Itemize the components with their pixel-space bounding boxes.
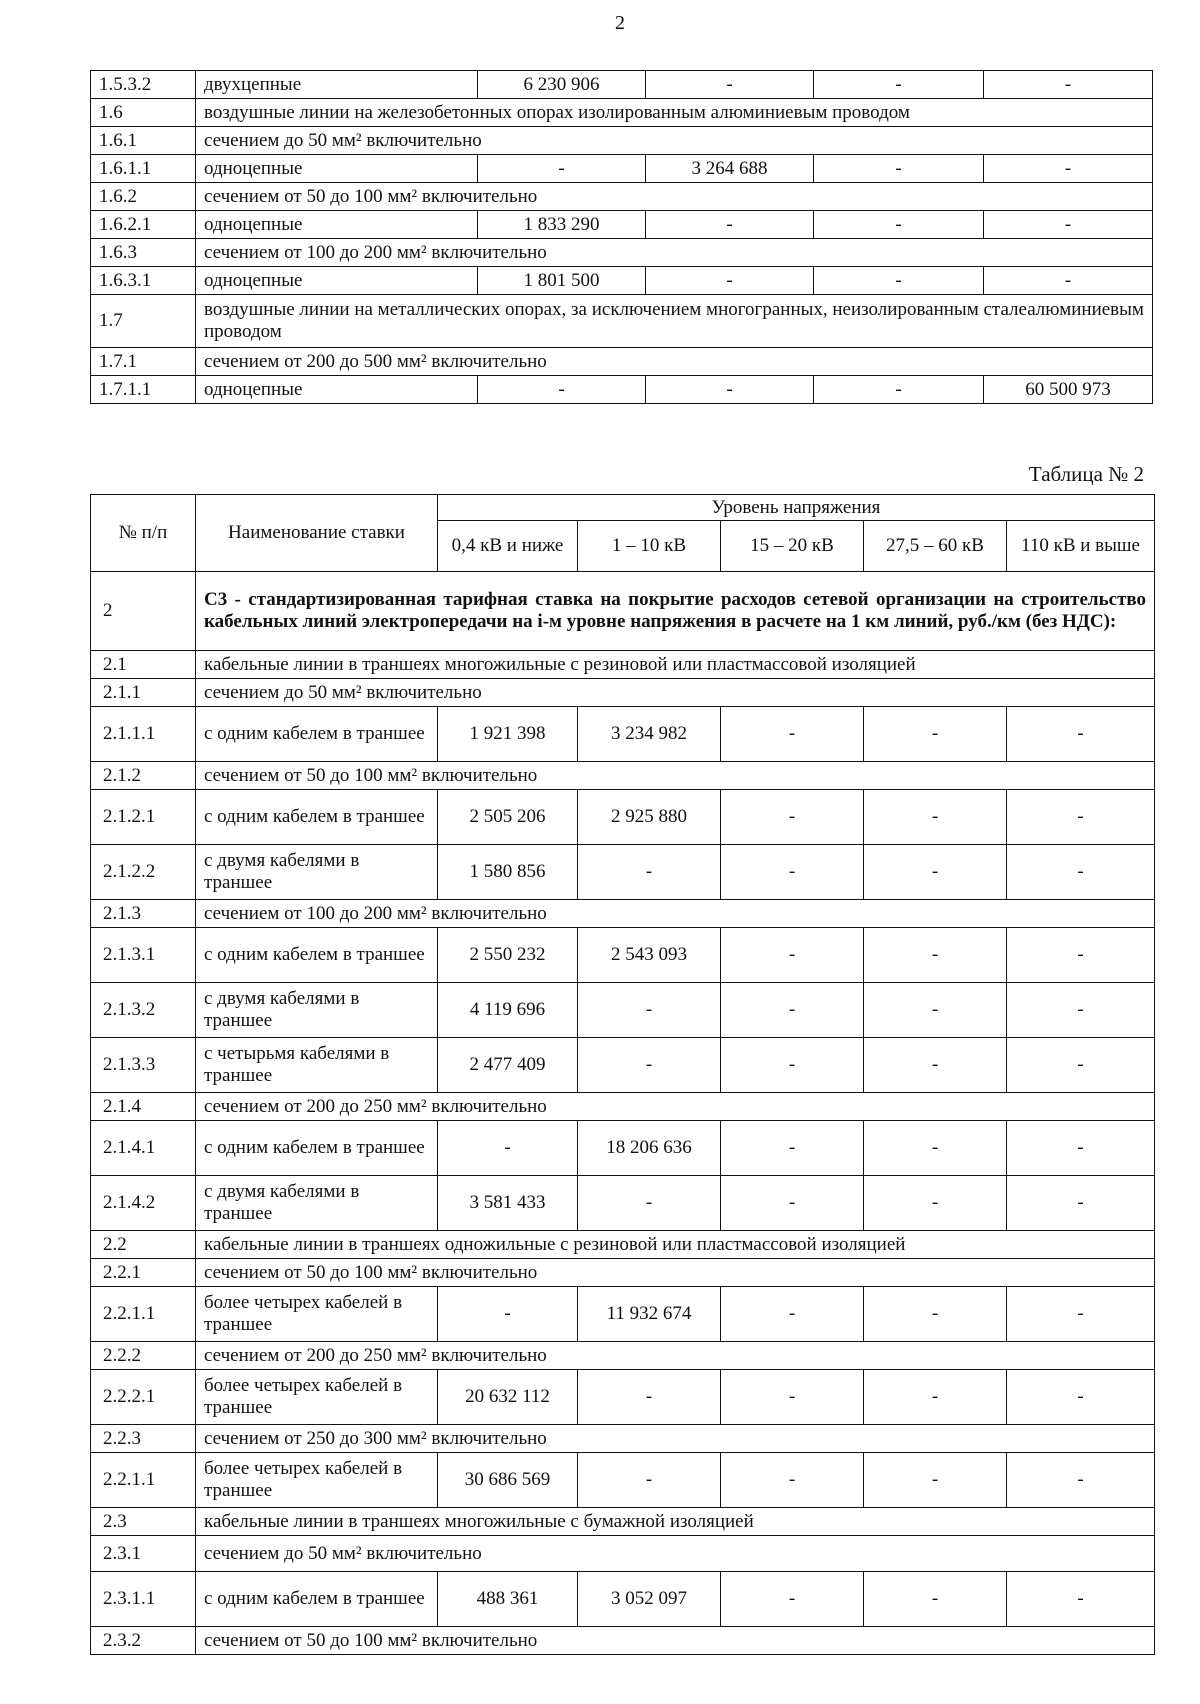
rate-value: -	[1007, 845, 1155, 900]
table-row	[91, 1121, 1155, 1176]
rate-value: -	[721, 983, 864, 1038]
row-name: более четырех кабелей в траншее	[196, 1453, 438, 1508]
rate-value: 2 477 409	[438, 1038, 578, 1093]
rate-value: -	[864, 790, 1007, 845]
rates-table-2	[90, 494, 1155, 1655]
table-row	[91, 1176, 1155, 1231]
section-row	[91, 1627, 1155, 1655]
rate-value: 30 686 569	[438, 1453, 578, 1508]
section-row	[91, 1508, 1155, 1536]
row-code: 2.1.2	[91, 762, 196, 790]
section-row	[91, 183, 1153, 211]
table-caption: Таблица № 2	[1028, 462, 1144, 486]
rate-value: -	[578, 983, 721, 1038]
rate-value: -	[864, 1453, 1007, 1508]
column-header-name: Наименование ставки	[196, 495, 438, 572]
row-code: 1.7.1.1	[91, 376, 196, 404]
section-row	[91, 1536, 1155, 1572]
row-code: 1.6.3.1	[91, 267, 196, 295]
row-name: воздушные линии на металлических опорах, за исключением многогранных, неизолированным сталеалюминиевым проводом	[196, 295, 1153, 348]
row-code: 2.1.3	[91, 900, 196, 928]
rate-value: -	[721, 845, 864, 900]
column-header-voltage: 0,4 кВ и ниже	[438, 521, 578, 572]
row-code: 2.1.3.2	[91, 983, 196, 1038]
rate-value: -	[814, 267, 984, 295]
row-name: одноцепные	[196, 155, 478, 183]
rate-value: -	[1007, 1038, 1155, 1093]
rate-value: 2 550 232	[438, 928, 578, 983]
rate-value: 3 052 097	[578, 1572, 721, 1627]
row-code: 1.7	[91, 295, 196, 348]
row-code: 1.5.3.2	[91, 71, 196, 99]
row-name: воздушные линии на железобетонных опорах изолированным алюминиевым проводом	[196, 99, 1153, 127]
section-title: С3 - стандартизированная тарифная ставка на покрытие расходов сетевой организации на строительство кабельных линий электропередачи на i-м уровне напряжения в расчете на 1 км линий, руб./км (без НДС):	[196, 572, 1155, 651]
rate-value: 18 206 636	[578, 1121, 721, 1176]
section-row	[91, 679, 1155, 707]
rate-value: -	[864, 1176, 1007, 1231]
row-name: одноцепные	[196, 376, 478, 404]
table-row	[91, 376, 1153, 404]
rate-value: -	[864, 845, 1007, 900]
row-name: сечением от 50 до 100 мм² включительно	[196, 183, 1153, 211]
rate-value: -	[478, 155, 646, 183]
rate-value: -	[1007, 1121, 1155, 1176]
rate-value: -	[721, 1038, 864, 1093]
row-code: 2.2.2.1	[91, 1370, 196, 1425]
table-row	[91, 1287, 1155, 1342]
row-code: 2.1.2.1	[91, 790, 196, 845]
section-row	[91, 295, 1153, 348]
row-name: сечением до 50 мм² включительно	[196, 1536, 1155, 1572]
section-row	[91, 1231, 1155, 1259]
rate-value: -	[814, 71, 984, 99]
rate-value: -	[984, 155, 1153, 183]
row-code: 2.2	[91, 1231, 196, 1259]
table-row	[91, 1453, 1155, 1508]
section-row	[91, 1425, 1155, 1453]
rate-value: -	[721, 1287, 864, 1342]
table-row	[91, 790, 1155, 845]
rate-value: 2 543 093	[578, 928, 721, 983]
rate-value: -	[864, 928, 1007, 983]
rate-value: -	[646, 71, 814, 99]
table-row	[91, 1572, 1155, 1627]
rate-value: -	[578, 1453, 721, 1508]
column-header-voltage: 1 – 10 кВ	[578, 521, 721, 572]
row-name: сечением от 50 до 100 мм² включительно	[196, 762, 1155, 790]
row-code: 1.6.1	[91, 127, 196, 155]
section-row	[91, 900, 1155, 928]
row-code: 2.2.1	[91, 1259, 196, 1287]
page-number: 2	[615, 12, 625, 34]
rate-value: 11 932 674	[578, 1287, 721, 1342]
column-header-voltage-level: Уровень напряжения	[438, 495, 1155, 521]
row-code: 2.3.2	[91, 1627, 196, 1655]
section-row	[91, 651, 1155, 679]
rate-value: -	[1007, 1370, 1155, 1425]
row-name: с двумя кабелями в траншее	[196, 845, 438, 900]
rate-value: -	[1007, 928, 1155, 983]
rate-value: -	[721, 1453, 864, 1508]
rate-value: -	[814, 376, 984, 404]
table-row	[91, 211, 1153, 239]
row-code: 1.6.1.1	[91, 155, 196, 183]
rate-value: -	[578, 1176, 721, 1231]
row-name: сечением до 50 мм² включительно	[196, 679, 1155, 707]
row-name: сечением до 50 мм² включительно	[196, 127, 1153, 155]
rate-value: -	[864, 1287, 1007, 1342]
table-row	[91, 707, 1155, 762]
row-code: 2.1.3.3	[91, 1038, 196, 1093]
rate-value: -	[864, 1572, 1007, 1627]
row-code: 2.2.2	[91, 1342, 196, 1370]
rate-value: -	[864, 983, 1007, 1038]
rate-value: 1 921 398	[438, 707, 578, 762]
rate-value: 6 230 906	[478, 71, 646, 99]
row-name: с четырьмя кабелями в траншее	[196, 1038, 438, 1093]
rate-value: -	[1007, 1176, 1155, 1231]
rate-value: 3 581 433	[438, 1176, 578, 1231]
row-name: сечением от 200 до 250 мм² включительно	[196, 1093, 1155, 1121]
table-row	[91, 845, 1155, 900]
row-code: 2.3.1	[91, 1536, 196, 1572]
rate-value: 1 580 856	[438, 845, 578, 900]
row-name: двухцепные	[196, 71, 478, 99]
section-row	[91, 1342, 1155, 1370]
row-code: 2.1.4.2	[91, 1176, 196, 1231]
row-name: сечением от 200 до 500 мм² включительно	[196, 348, 1153, 376]
column-header-number: № п/п	[91, 495, 196, 572]
column-header-voltage: 27,5 – 60 кВ	[864, 521, 1007, 572]
row-code: 1.6.2.1	[91, 211, 196, 239]
rate-value: -	[721, 790, 864, 845]
row-code: 2.1.1.1	[91, 707, 196, 762]
rate-value: 20 632 112	[438, 1370, 578, 1425]
row-code: 2	[91, 572, 196, 651]
rate-value: -	[721, 707, 864, 762]
rate-value: -	[721, 1121, 864, 1176]
row-code: 2.2.1.1	[91, 1453, 196, 1508]
rate-value: -	[1007, 983, 1155, 1038]
rate-value: -	[984, 211, 1153, 239]
rate-value: 1 801 500	[478, 267, 646, 295]
rate-value: 1 833 290	[478, 211, 646, 239]
rates-table-continued	[90, 70, 1153, 404]
rate-value: -	[646, 267, 814, 295]
column-header-voltage: 110 кВ и выше	[1007, 521, 1155, 572]
rate-value: -	[721, 1572, 864, 1627]
row-code: 2.2.3	[91, 1425, 196, 1453]
row-code: 2.3.1.1	[91, 1572, 196, 1627]
row-name: сечением от 100 до 200 мм² включительно	[196, 900, 1155, 928]
rate-value: 3 264 688	[646, 155, 814, 183]
row-name: сечением от 200 до 250 мм² включительно	[196, 1342, 1155, 1370]
rate-value: -	[721, 1176, 864, 1231]
table-row	[91, 1038, 1155, 1093]
rate-value: -	[864, 1370, 1007, 1425]
section-row	[91, 239, 1153, 267]
rate-value: -	[1007, 790, 1155, 845]
row-name: с одним кабелем в траншее	[196, 928, 438, 983]
row-code: 2.3	[91, 1508, 196, 1536]
section-row	[91, 99, 1153, 127]
row-code: 2.1.3.1	[91, 928, 196, 983]
row-name: сечением от 250 до 300 мм² включительно	[196, 1425, 1155, 1453]
rate-value: -	[984, 71, 1153, 99]
table-row	[91, 928, 1155, 983]
row-code: 2.2.1.1	[91, 1287, 196, 1342]
table-row	[91, 983, 1155, 1038]
row-name: с одним кабелем в траншее	[196, 790, 438, 845]
row-name: сечением от 50 до 100 мм² включительно	[196, 1259, 1155, 1287]
row-name: кабельные линии в траншеях одножильные с резиновой или пластмассовой изоляцией	[196, 1231, 1155, 1259]
row-name: с одним кабелем в траншее	[196, 1121, 438, 1176]
table-row	[91, 71, 1153, 99]
rate-value: -	[721, 1370, 864, 1425]
rate-value: -	[984, 267, 1153, 295]
rate-value: 2 505 206	[438, 790, 578, 845]
rate-value: -	[1007, 1453, 1155, 1508]
section-row	[91, 1093, 1155, 1121]
row-name: с двумя кабелями в траншее	[196, 1176, 438, 1231]
section-row	[91, 1259, 1155, 1287]
row-code: 2.1.4	[91, 1093, 196, 1121]
rate-value: -	[578, 1038, 721, 1093]
table-row	[91, 1370, 1155, 1425]
rate-value: -	[864, 1121, 1007, 1176]
row-code: 1.6.3	[91, 239, 196, 267]
rate-value: 3 234 982	[578, 707, 721, 762]
rate-value: -	[478, 376, 646, 404]
row-code: 1.7.1	[91, 348, 196, 376]
row-code: 2.1.2.2	[91, 845, 196, 900]
row-code: 2.1.1	[91, 679, 196, 707]
section-title-row	[91, 572, 1155, 651]
rate-value: -	[864, 707, 1007, 762]
rate-value: -	[578, 1370, 721, 1425]
row-name: кабельные линии в траншеях многожильные с бумажной изоляцией	[196, 1508, 1155, 1536]
rate-value: -	[646, 376, 814, 404]
row-name: более четырех кабелей в траншее	[196, 1287, 438, 1342]
table-row	[91, 267, 1153, 295]
column-header-voltage: 15 – 20 кВ	[721, 521, 864, 572]
row-name: одноцепные	[196, 211, 478, 239]
row-name: сечением от 100 до 200 мм² включительно	[196, 239, 1153, 267]
rate-value: 60 500 973	[984, 376, 1153, 404]
row-name: с одним кабелем в траншее	[196, 707, 438, 762]
rate-value: -	[578, 845, 721, 900]
row-name: более четырех кабелей в траншее	[196, 1370, 438, 1425]
rate-value: -	[864, 1038, 1007, 1093]
section-row	[91, 348, 1153, 376]
rate-value: -	[1007, 1287, 1155, 1342]
section-row	[91, 762, 1155, 790]
row-name: с двумя кабелями в траншее	[196, 983, 438, 1038]
section-row	[91, 127, 1153, 155]
rate-value: -	[1007, 707, 1155, 762]
row-name: одноцепные	[196, 267, 478, 295]
rate-value: 2 925 880	[578, 790, 721, 845]
rate-value: -	[814, 211, 984, 239]
rate-value: -	[1007, 1572, 1155, 1627]
row-name: кабельные линии в траншеях многожильные с резиновой или пластмассовой изоляцией	[196, 651, 1155, 679]
row-name: сечением от 50 до 100 мм² включительно	[196, 1627, 1155, 1655]
row-code: 1.6.2	[91, 183, 196, 211]
rate-value: 4 119 696	[438, 983, 578, 1038]
rate-value: -	[438, 1121, 578, 1176]
rate-value: -	[438, 1287, 578, 1342]
row-code: 2.1	[91, 651, 196, 679]
rate-value: -	[721, 928, 864, 983]
table-row	[91, 155, 1153, 183]
rate-value: 488 361	[438, 1572, 578, 1627]
rate-value: -	[814, 155, 984, 183]
row-code: 1.6	[91, 99, 196, 127]
row-code: 2.1.4.1	[91, 1121, 196, 1176]
rate-value: -	[646, 211, 814, 239]
row-name: с одним кабелем в траншее	[196, 1572, 438, 1627]
